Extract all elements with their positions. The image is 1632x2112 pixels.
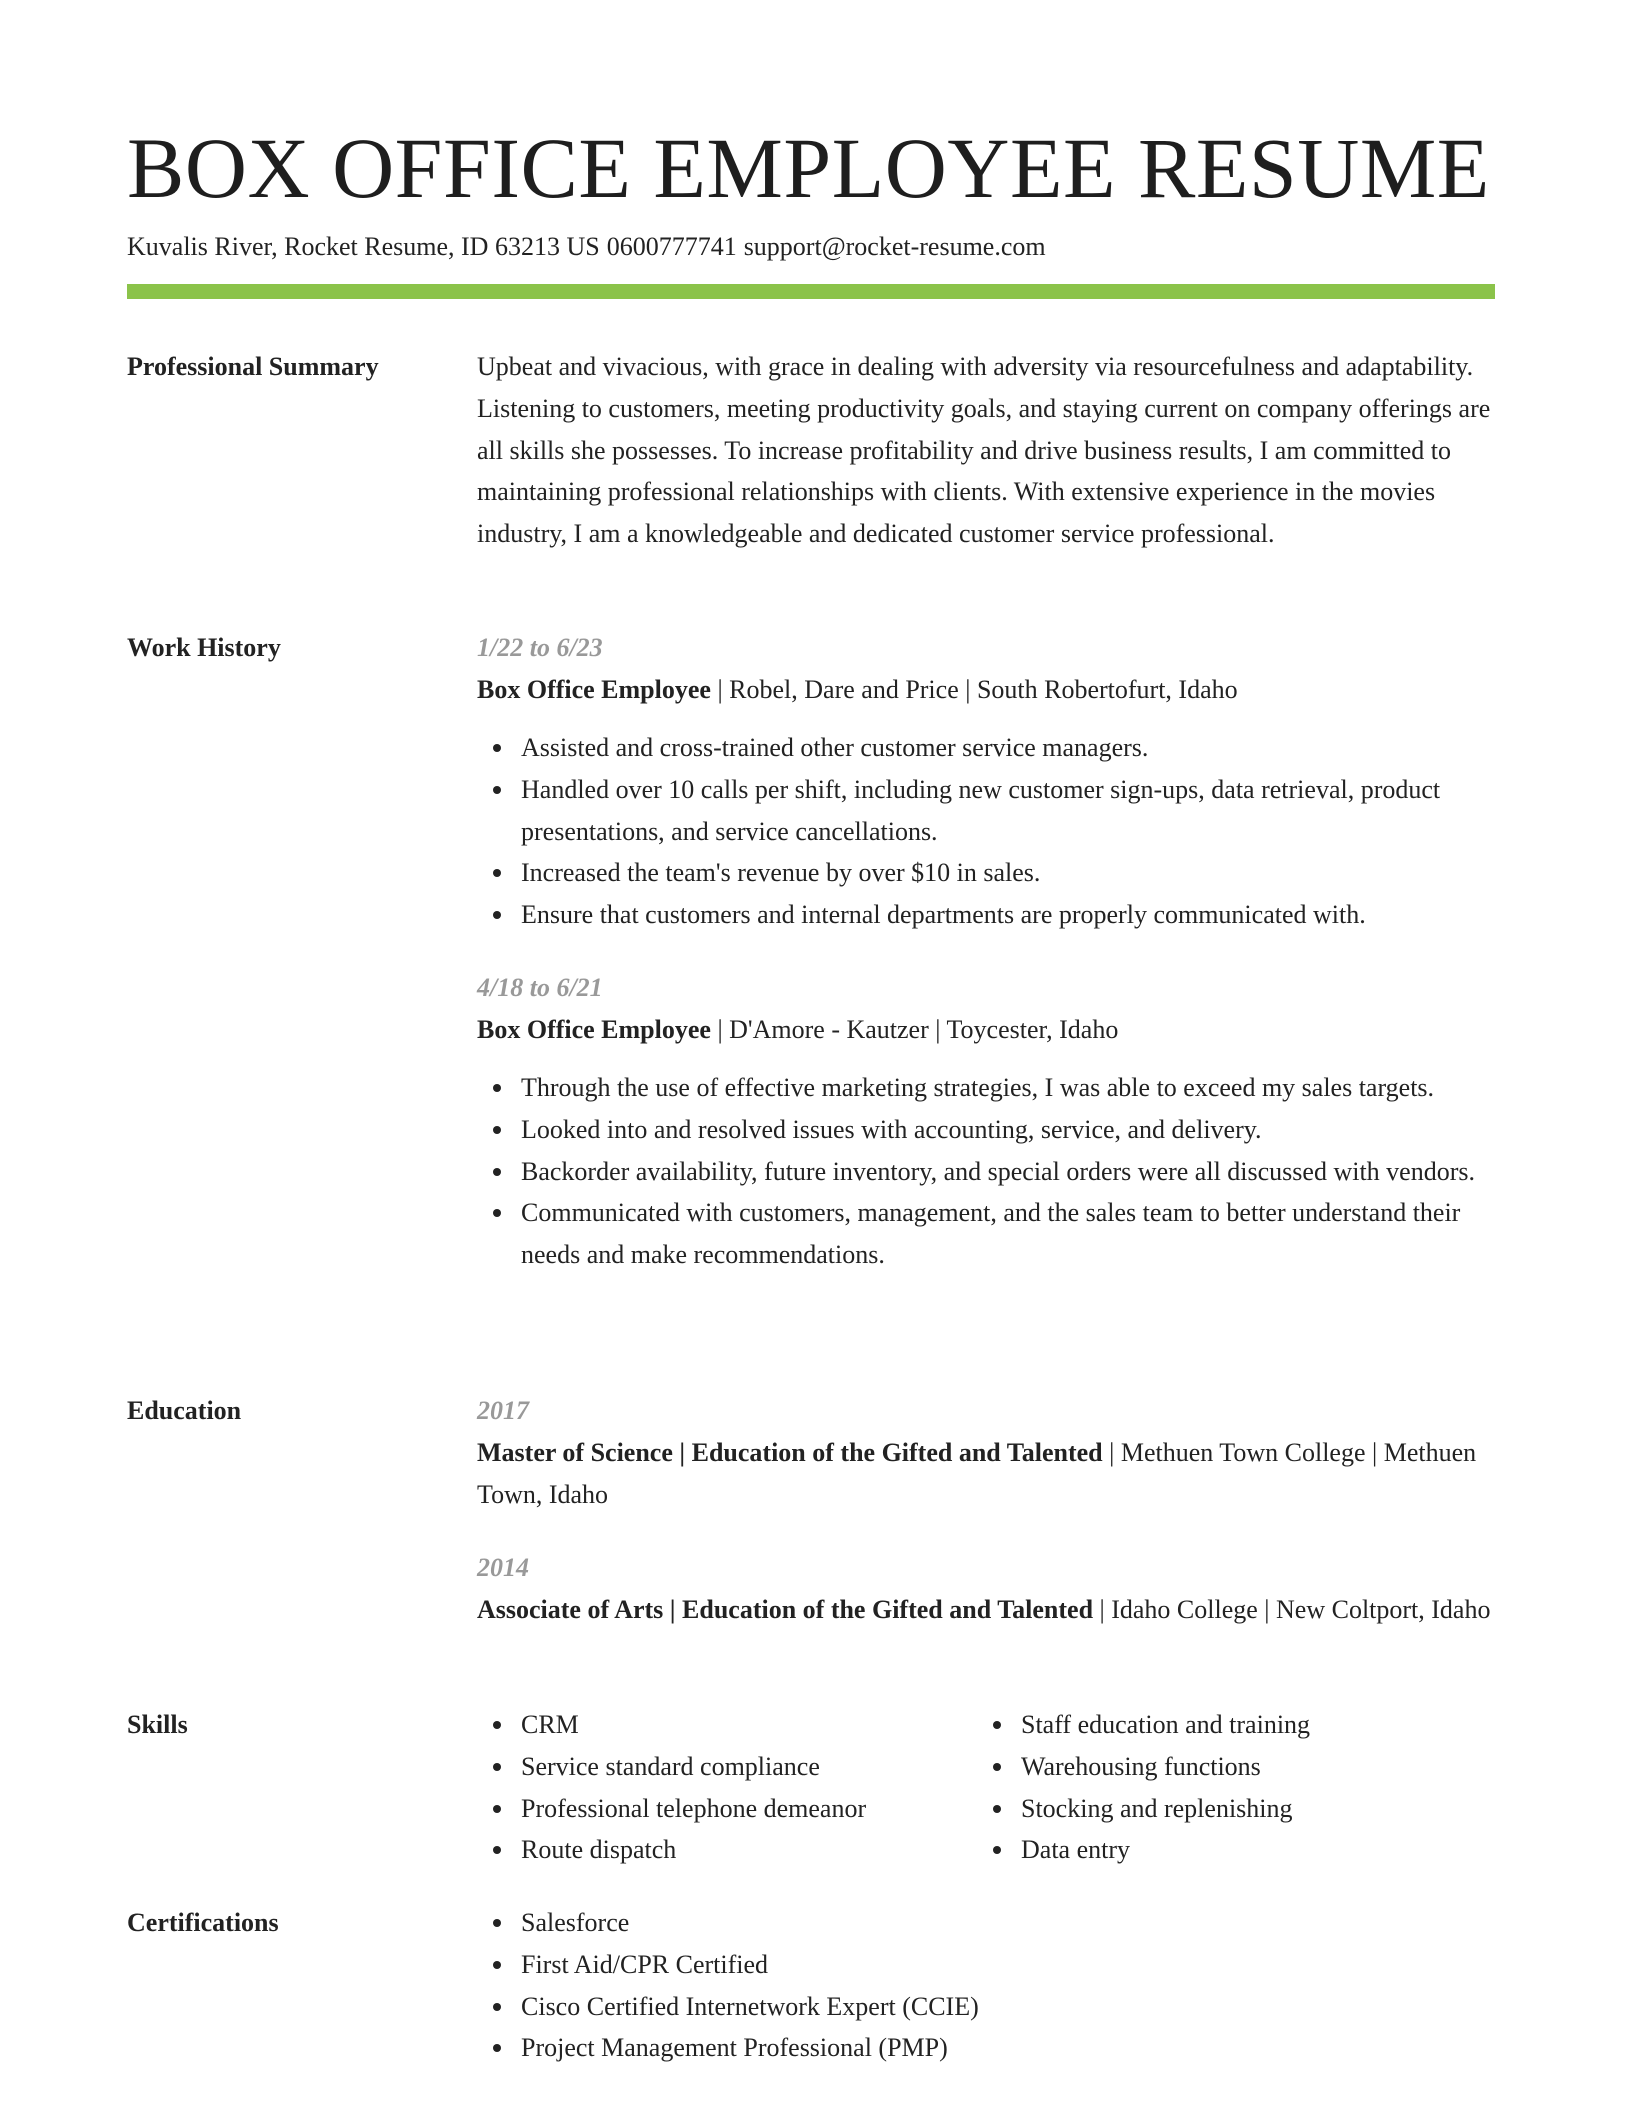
job-entry — [477, 627, 1495, 936]
job-details: | D'Amore - Kautzer | Toycester, Idaho — [710, 1015, 1119, 1044]
section-label-education: Education — [127, 1396, 242, 1425]
contact-phone: 0600777741 — [606, 232, 737, 261]
job-bullets — [477, 1067, 1495, 1276]
summary-text: Upbeat and vivacious, with grace in dealing with adversity via resourcefulness and adaptability. Listening to customers, meeting productivity goals, and staying current on company offerings are all skills she possesses. To increase profitability and drive business results, I am committed to maintaining professional relationships with clients. With extensive experience in the movies industry, I am a knowledgeable and dedicated customer service professional. — [477, 352, 1491, 549]
resume-title: BOX OFFICE EMPLOYEE RESUME — [127, 120, 1490, 216]
job-bullets — [477, 727, 1495, 936]
skills-list — [477, 1704, 957, 1871]
header-divider — [127, 284, 1495, 299]
education-degree: Associate of Arts | Education of the Gifted and Talented — [477, 1595, 1094, 1624]
education-entry — [477, 1547, 1495, 1631]
job-details: | Robel, Dare and Price | South Robertofurt, Idaho — [710, 675, 1238, 704]
skill-item: CRM — [521, 1704, 957, 1746]
certifications-list — [477, 1902, 1495, 2069]
job-title: Box Office Employee — [477, 675, 711, 704]
certification-item: Salesforce — [521, 1902, 1495, 1944]
skill-item: Professional telephone demeanor — [521, 1788, 957, 1830]
certification-item: First Aid/CPR Certified — [521, 1944, 1495, 1986]
skill-item: Data entry — [1021, 1829, 1457, 1871]
certification-item: Cisco Certified Internetwork Expert (CCIE) — [521, 1986, 1495, 2028]
job-bullet: Increased the team's revenue by over $10 in sales. — [521, 852, 1495, 894]
job-bullet: Communicated with customers, management, and the sales team to better understand their needs and make recommendations. — [521, 1192, 1495, 1276]
skill-item: Staff education and training — [1021, 1704, 1457, 1746]
job-bullet: Handled over 10 calls per shift, including new customer sign-ups, data retrieval, product presentations, and service cancellations. — [521, 769, 1495, 853]
certifications-body — [477, 1902, 1495, 2069]
education-line — [477, 1589, 1495, 1631]
education-year: 2017 — [477, 1396, 529, 1425]
job-bullet: Through the use of effective marketing strategies, I was able to exceed my sales targets. — [521, 1067, 1495, 1109]
skill-item: Service standard compliance — [521, 1746, 957, 1788]
job-entry — [477, 967, 1495, 1276]
job-bullet: Assisted and cross-trained other customer service managers. — [521, 727, 1495, 769]
skill-item: Stocking and replenishing — [1021, 1788, 1457, 1830]
job-dates: 4/18 to 6/21 — [477, 973, 603, 1002]
job-title: Box Office Employee — [477, 1015, 711, 1044]
skill-item: Warehousing functions — [1021, 1746, 1457, 1788]
section-label-work-history: Work History — [127, 633, 281, 662]
section-label-skills: Skills — [127, 1710, 188, 1739]
contact-line — [127, 229, 1046, 265]
skills-column-left — [477, 1704, 957, 1871]
education-details: | Idaho College | New Coltport, Idaho — [1093, 1595, 1491, 1624]
section-label-summary: Professional Summary — [127, 352, 379, 381]
job-bullet: Ensure that customers and internal departments are properly communicated with. — [521, 894, 1495, 936]
education-line — [477, 1432, 1495, 1516]
education-year: 2014 — [477, 1553, 529, 1582]
education-details: | Methuen Town College | Methuen Town, Idaho — [477, 1438, 1477, 1509]
contact-address: Kuvalis River, Rocket Resume, ID 63213 US — [127, 232, 600, 261]
job-bullet: Looked into and resolved issues with accounting, service, and delivery. — [521, 1109, 1495, 1151]
section-label-certifications: Certifications — [127, 1908, 279, 1937]
job-role-line — [477, 1009, 1495, 1051]
contact-email: support@rocket-resume.com — [743, 232, 1046, 261]
education-degree: Master of Science | Education of the Gifted and Talented — [477, 1438, 1103, 1467]
job-role-line — [477, 669, 1495, 711]
summary-body — [477, 346, 1495, 555]
job-bullet: Backorder availability, future inventory, and special orders were all discussed with vendors. — [521, 1151, 1495, 1193]
skill-item: Route dispatch — [521, 1829, 957, 1871]
skills-column-right — [977, 1704, 1457, 1871]
job-dates: 1/22 to 6/23 — [477, 633, 603, 662]
education-entry — [477, 1390, 1495, 1516]
skills-list — [977, 1704, 1457, 1871]
certification-item: Project Management Professional (PMP) — [521, 2027, 1495, 2069]
